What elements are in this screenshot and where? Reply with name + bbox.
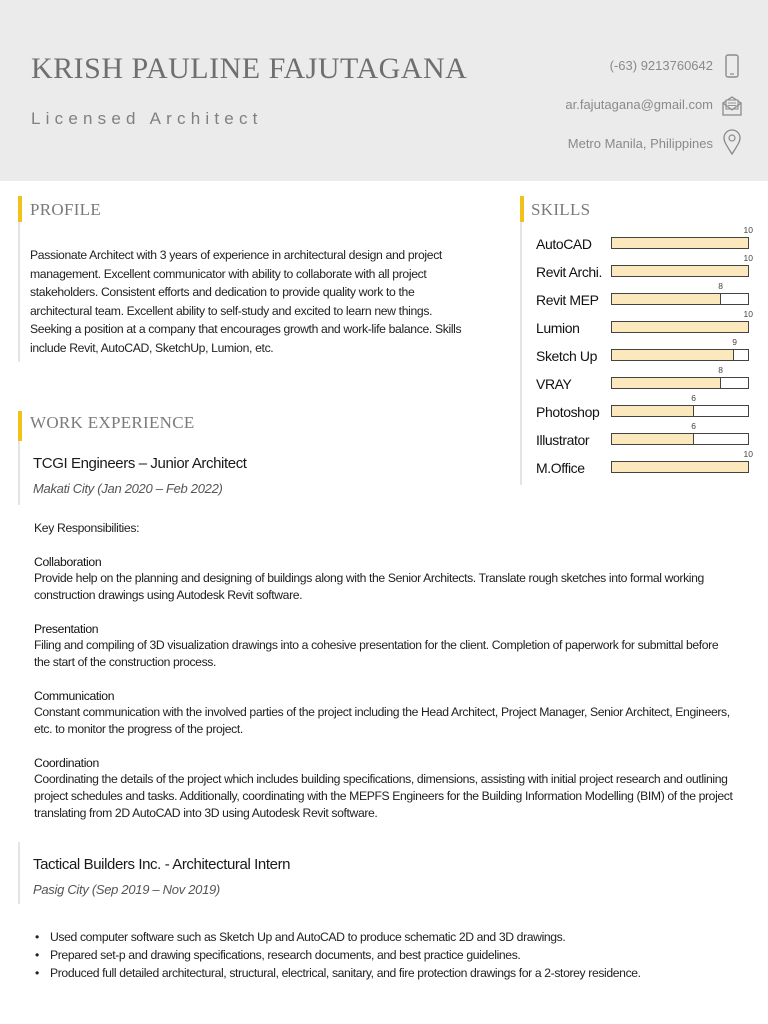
skill-bar-fill xyxy=(612,350,734,360)
skill-bar xyxy=(611,237,749,249)
skill-label: Photoshop xyxy=(536,404,600,420)
skills-heading: SKILLS xyxy=(531,200,591,219)
skill-bar xyxy=(611,461,749,473)
skill-bar-fill xyxy=(612,238,748,248)
phone-icon xyxy=(720,52,744,80)
skill-bar xyxy=(611,293,749,305)
skill-level-label: 8 xyxy=(718,281,723,291)
contact-email: ar.fajutagana@gmail.com xyxy=(565,97,713,112)
job2-title: Tactical Builders Inc. - Architectural Intern xyxy=(33,856,291,873)
resp-heading-collaboration: Collaboration xyxy=(34,555,102,569)
skill-level-label: 8 xyxy=(718,365,723,375)
resp-heading-presentation: Presentation xyxy=(34,622,99,636)
skill-bar xyxy=(611,321,749,333)
profile-heading: PROFILE xyxy=(30,200,102,219)
skill-bar-fill xyxy=(612,378,721,388)
skill-level-label: 10 xyxy=(743,309,753,319)
work-accent-bar xyxy=(18,411,22,441)
skill-bar-fill xyxy=(612,462,748,472)
skill-level-label: 10 xyxy=(743,449,753,459)
work-heading: WORK EXPERIENCE xyxy=(30,413,195,432)
job1-title: TCGI Engineers – Junior Architect xyxy=(33,455,247,472)
skill-label: Sketch Up xyxy=(536,348,597,364)
job1-location: Makati City (Jan 2020 – Feb 2022) xyxy=(33,481,223,496)
list-item: • Prepared set-p and drawing specifications, research documents, and best practice guidelines. xyxy=(35,948,521,963)
skill-bar xyxy=(611,265,749,277)
skills-divider xyxy=(520,222,522,485)
skill-bar-fill xyxy=(612,322,748,332)
skill-bar-fill xyxy=(612,406,694,416)
job1-intro: Key Responsibilities: xyxy=(34,521,140,535)
skill-level-label: 6 xyxy=(691,393,696,403)
skill-label: Illustrator xyxy=(536,432,590,448)
resp-text-collaboration: Provide help on the planning and designing of buildings along with the Senior Architects. Translate rough sketches into formal working construction drawings using Autodesk Revit software. xyxy=(34,571,704,603)
skill-bar-fill xyxy=(612,266,748,276)
skill-level-label: 9 xyxy=(732,337,737,347)
location-pin-icon xyxy=(720,128,744,156)
resp-heading-coordination: Coordination xyxy=(34,756,99,770)
skill-label: AutoCAD xyxy=(536,236,592,252)
job2-divider xyxy=(18,842,20,904)
candidate-name: KRISH PAULINE FAJUTAGANA xyxy=(31,52,468,85)
list-item: • Used computer software such as Sketch Up and AutoCAD to produce schematic 2D and 3D drawings. xyxy=(35,930,566,944)
skill-bar-fill xyxy=(612,434,694,444)
profile-accent-bar xyxy=(18,196,22,222)
resp-heading-communication: Communication xyxy=(34,689,115,703)
skill-bar xyxy=(611,405,749,417)
skills-accent-bar xyxy=(520,196,524,222)
list-item: • Produced full detailed architectural, structural, electrical, sanitary, and fire protection drawings for a 2-storey residence. xyxy=(35,966,641,981)
contact-phone: (-63) 9213760642 xyxy=(609,58,713,73)
resp-text-communication: Constant communication with the involved parties of the project including the Head Architect, Project Manager, Senior Architect, Engineers, etc. to monitor the progress of the project. xyxy=(34,705,730,737)
skill-level-label: 6 xyxy=(691,421,696,431)
skill-bar-fill xyxy=(612,294,721,304)
profile-text: Passionate Architect with 3 years of experience in architectural design and project management. Excellent communicator with ability to collaborate with all project stakeholders. Consistent efforts and dedication to provide quality work to the architectural team. Excellent ability to self-study and excited to learn new things. Seeking a position at a company that encourages growth and work-life balance. Skills include Revit, AutoCAD, SketchUp, Lumion, etc. xyxy=(30,248,462,355)
work-divider xyxy=(18,441,20,505)
profile-divider xyxy=(18,222,20,362)
resp-text-presentation: Filing and compiling of 3D visualization drawings into a cohesive presentation for the client. Completion of paperwork for submittal before the start of the construction process. xyxy=(34,638,719,670)
contact-location: Metro Manila, Philippines xyxy=(567,136,713,151)
skill-bar xyxy=(611,433,749,445)
skill-bar xyxy=(611,349,749,361)
resp-text-coordination: Coordinating the details of the project which includes building specifications, dimensions, assisting with initial project research and outlining project schedules and tasks. Additionally, coordinating with the MEPFS Engineers for the Building Information Modelling (BIM) of the project translating from 2D AutoCAD into 3D using Autodesk Revit software. xyxy=(34,772,733,821)
candidate-title: Licensed Architect xyxy=(31,109,263,128)
skill-label: Revit Archi. xyxy=(536,264,602,280)
skill-label: Revit MEP xyxy=(536,292,599,308)
job2-bullet-list xyxy=(34,928,754,983)
skill-level-label: 10 xyxy=(743,253,753,263)
email-icon xyxy=(720,92,744,120)
skill-label: VRAY xyxy=(536,376,572,392)
resume-header xyxy=(0,0,768,181)
skill-bar xyxy=(611,377,749,389)
skill-label: Lumion xyxy=(536,320,580,336)
job2-location: Pasig City (Sep 2019 – Nov 2019) xyxy=(33,882,220,897)
skill-label: M.Office xyxy=(536,460,585,476)
skill-level-label: 10 xyxy=(743,225,753,235)
